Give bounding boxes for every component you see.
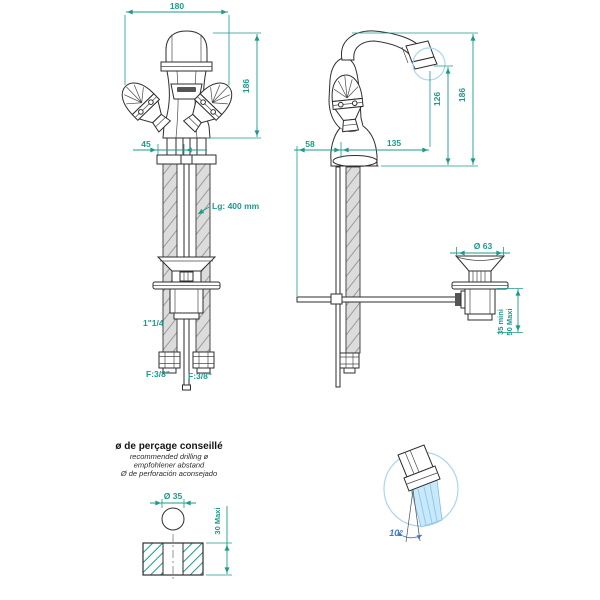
hose-length-label: Lg: 400 mm (212, 201, 260, 211)
dim-base-label: 45 (141, 139, 151, 149)
dim-total-height-label: 186 (457, 87, 467, 103)
note-subtitle-en: recommended drilling ø (129, 452, 209, 461)
note-subtitle-es: Ø de perforación aconsejado (120, 469, 218, 478)
side-hose-nut (340, 353, 359, 373)
dim-offset-label: 58 (305, 139, 315, 149)
thread-left-label: F:3/8" (146, 369, 170, 379)
drilling-recommendation (115, 441, 232, 581)
front-rod-tip (183, 385, 191, 390)
note-title: ø de perçage conseillé (115, 441, 223, 452)
dim-drain-diameter-label: Ø 63 (473, 241, 493, 251)
dim-height-label: 186 (241, 78, 251, 94)
dim-deck-min-label: 35 mini (496, 309, 505, 335)
front-view (115, 1, 261, 390)
side-hose (346, 167, 360, 353)
dim-spout-height-label: 126 (432, 91, 442, 107)
side-popup-rod (336, 167, 340, 387)
dim-hole-label: Ø 35 (163, 491, 183, 501)
side-view (294, 31, 523, 387)
dim-angle-label: 10° (389, 528, 403, 538)
note-subtitle-de: empfohlener abstand (133, 460, 205, 470)
drain-ball-joint (455, 293, 461, 306)
thread-right-label: F:3/8" (188, 371, 212, 381)
rod-connector (331, 294, 342, 304)
spray-detail (384, 445, 458, 542)
dim-width-label: 180 (169, 1, 185, 11)
drain-size-label: 1"1/4 (143, 318, 164, 328)
front-base-fittings (157, 138, 216, 164)
dim-thickness-label: 30 Maxi (213, 507, 222, 535)
dim-reach-label: 135 (386, 138, 402, 148)
drain-rod (297, 297, 459, 302)
drill-hole-circle (162, 508, 184, 530)
dim-deck-max-label: 50 Maxi (505, 308, 514, 336)
